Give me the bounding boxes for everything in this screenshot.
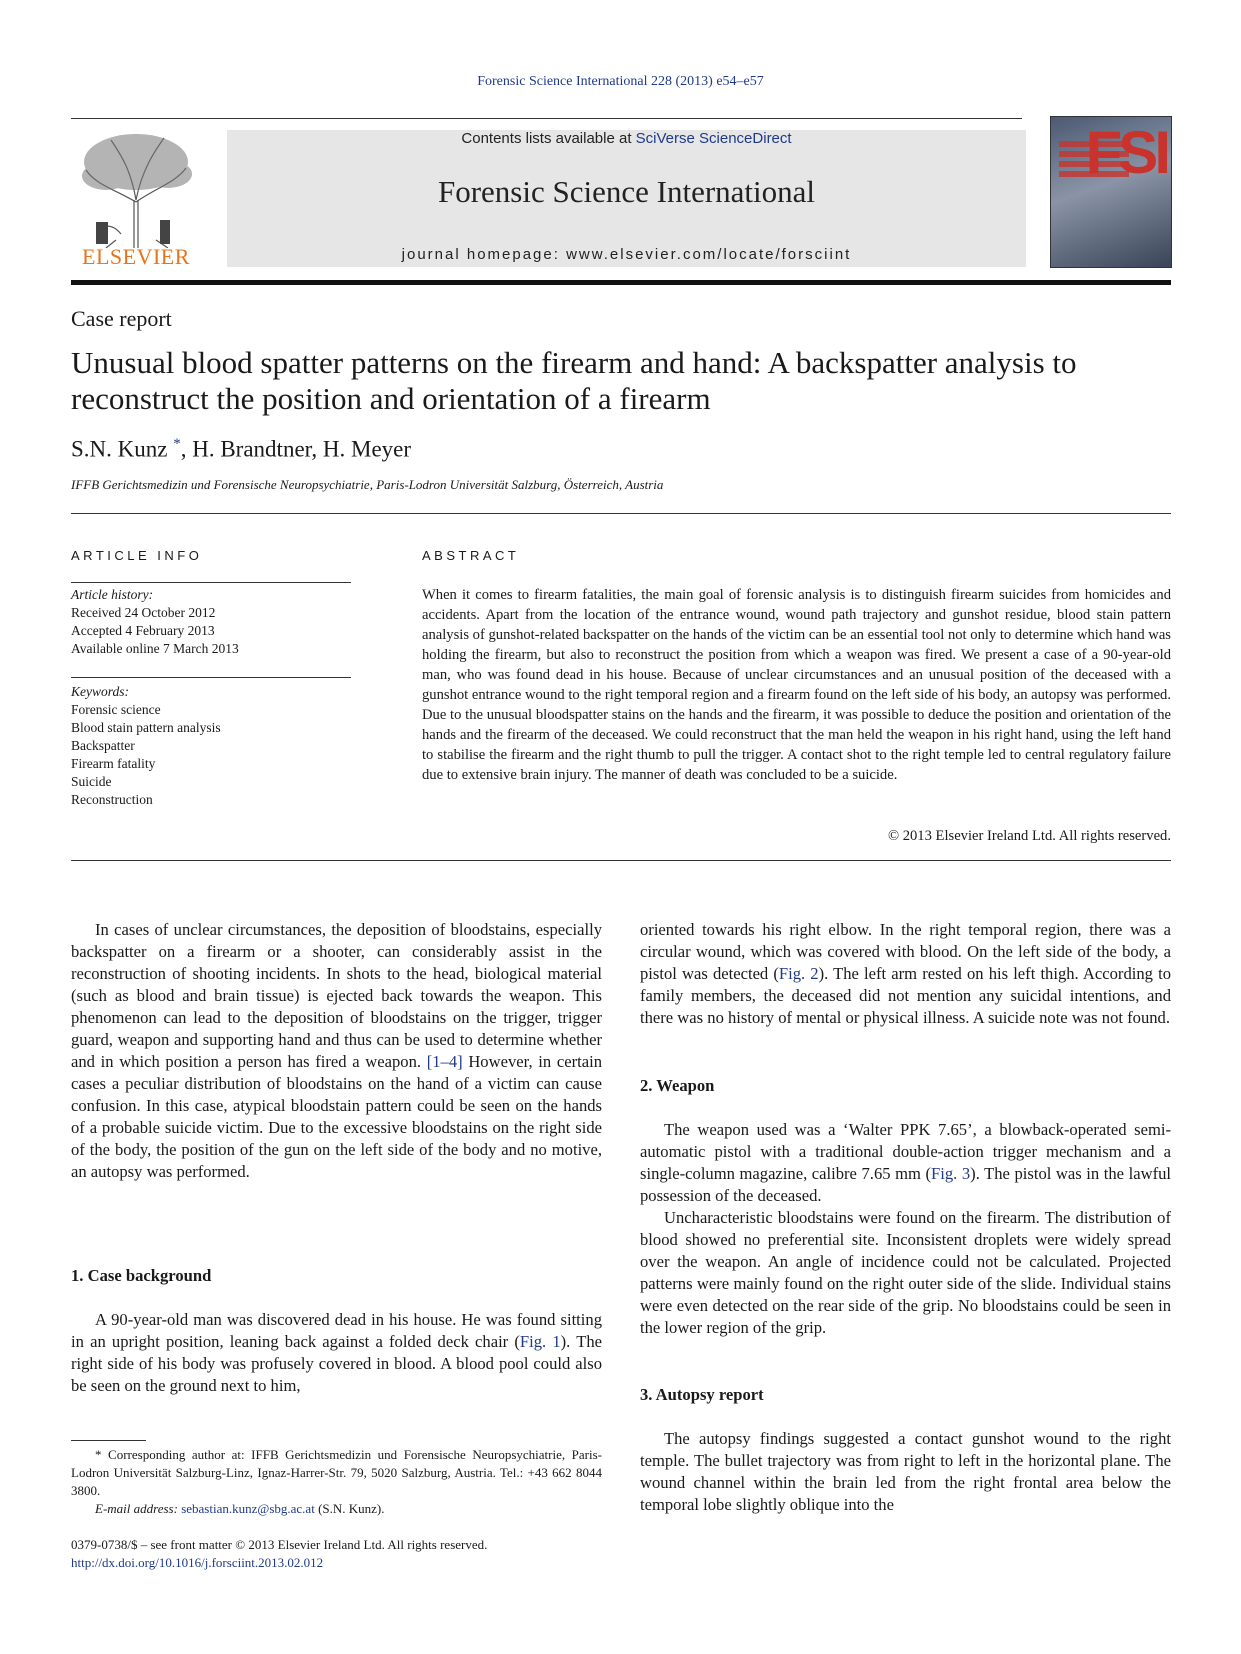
article-title: Unusual blood spatter patterns on the firearm and hand: A backspatter analysis to reconstruct the position and orientation of a firearm (71, 345, 1077, 416)
ref-1-4-link[interactable]: [1–4] (426, 1052, 463, 1071)
author-kunz: S.N. Kunz (71, 436, 168, 462)
front-matter (71, 1536, 487, 1572)
section-3-text (640, 1428, 1171, 1516)
article-history (71, 586, 239, 658)
keywords-label: Keywords: (71, 684, 129, 699)
fig-2-link[interactable]: Fig. 2 (778, 964, 819, 983)
keyword: Suicide (71, 774, 112, 789)
keyword: Forensic science (71, 702, 161, 717)
elsevier-wordmark: ELSEVIER (82, 244, 190, 269)
history-online: Available online 7 March 2013 (71, 641, 239, 656)
intro-text-a: In cases of unclear circumstances, the deposition of bloodstains, especially backspatter on a firearm or a shooter, can considerably assist in the reconstruction of shooting incidents. In shots to the head, biological material (such as blood and brain tissue) is ejected back towards the weapon. This phenomenon can lead to the deposition of bloodstains on the trigger, trigger guard, weapon and supporting hand and thus can be used to determine whether and in which position a person has fired a weapon. (71, 920, 602, 1071)
corresponding-author-mark[interactable]: * (173, 436, 181, 452)
article-info-label: ARTICLE INFO (71, 548, 203, 563)
front-matter-text: 0379-0738/$ – see front matter © 2013 Elsevier Ireland Ltd. All rights reserved. (71, 1537, 488, 1552)
section-2-text (640, 1119, 1171, 1339)
info-rule-middle (71, 677, 351, 678)
title-rule (71, 513, 1171, 514)
other-authors: , H. Brandtner, H. Meyer (180, 436, 412, 462)
journal-banner (227, 130, 1026, 267)
case-background-continued (640, 919, 1171, 1029)
sciencedirect-link[interactable]: SciVerse ScienceDirect (635, 130, 792, 147)
article-type: Case report (71, 306, 172, 331)
contents-prefix: Contents lists available at (461, 130, 636, 147)
section-2-heading: 2. Weapon (640, 1076, 715, 1095)
section-3-heading: 3. Autopsy report (640, 1385, 764, 1404)
footnote-rule (71, 1440, 146, 1441)
elsevier-tree-icon (76, 130, 196, 248)
section-3-paragraph: The autopsy findings suggested a contact gunshot wound to the right temple. The bullet trajectory was from right to left in the horizontal plane. The wound channel within the brain led from the right frontal area below the temporal lobe slightly oblique into the (640, 1429, 1171, 1514)
section-1-text (71, 1309, 602, 1397)
keyword: Reconstruction (71, 792, 153, 807)
keyword: Backspatter (71, 738, 135, 753)
journal-cover-icon (1050, 116, 1172, 268)
corresponding-author-note: * Corresponding author at: IFFB Gerichtsmedizin und Forensische Neuropsychiatrie, Paris-Lodron Universität Salzburg-Linz, Ignaz-Harrer-Str. 79, 5020 Salzburg, Austria. Tel.: +43 662 8044 3800. (71, 1447, 602, 1498)
abstract-label: ABSTRACT (422, 548, 520, 563)
continued-paragraph (640, 919, 1171, 1029)
intro-paragraph (71, 919, 602, 1183)
abstract-copyright: © 2013 Elsevier Ireland Ltd. All rights reserved. (887, 828, 1171, 844)
fig-3-link[interactable]: Fig. 3 (931, 1164, 971, 1183)
keywords (71, 683, 221, 809)
journal-name: Forensic Science International (437, 174, 816, 209)
doi-link[interactable]: http://dx.doi.org/10.1016/j.forsciint.2013.02.012 (71, 1555, 324, 1570)
abstract-rule (71, 860, 1171, 861)
fig-1-link[interactable]: Fig. 1 (519, 1332, 561, 1351)
contents-line (227, 130, 1026, 147)
info-rule-top (71, 582, 351, 583)
elsevier-logo (71, 130, 201, 270)
history-received: Received 24 October 2012 (71, 605, 216, 620)
keyword: Blood stain pattern analysis (71, 720, 221, 735)
header-rule (71, 118, 1022, 119)
history-label: Article history: (71, 587, 154, 602)
sec1-text-a: A 90-year-old man was discovered dead in his house. He was found sitting in an upright position, leaning back against a folded deck chair ( (71, 1310, 602, 1351)
right-text-a: oriented towards his right elbow. In the right temporal region, there was a circular wound, which was covered with blood. On the left side of the body, a pistol was detected ( (640, 920, 1171, 983)
sec2-text-a: The weapon used was a ‘Walter PPK 7.65’, a blowback-operated semi-automatic pistol with a traditional double-action trigger mechanism and a single-column magazine, calibre 7.65 mm ( (640, 1120, 1171, 1183)
sec1-text-b: ). The right side of his body was profusely covered in blood. A blood pool could also be seen on the ground next to him, (71, 1332, 602, 1395)
introduction (71, 919, 602, 1183)
keyword: Firearm fatality (71, 756, 156, 771)
intro-text-b: However, in certain cases a peculiar distribution of bloodstains on the hand of a victim can cause confusion. In this case, atypical bloodstain pattern could be seen on the hands of a probable suicide victim. Due to the excessive bloodstains on the right side of the body, the position of the gun on the left side of the body and no motive, an autopsy was performed. (71, 1052, 602, 1181)
section-1-paragraph (71, 1309, 602, 1397)
section-1-heading: 1. Case background (71, 1266, 212, 1285)
footnote (71, 1446, 602, 1518)
affiliation: IFFB Gerichtsmedizin und Forensische Neuropsychiatrie, Paris-Lodron Universität Salzburg, Österreich, Austria (71, 477, 664, 492)
section-2-paragraph-2: Uncharacteristic bloodstains were found on the firearm. The distribution of blood showed no preferential site. Inconsistent droplets were widely spread over the weapon. An angle of incidence could not be calculated. Projected patterns were mainly found on the right outer side of the slide. Individual stains were even detected on the rear side of the grip. No bloodstains could be seen in the lower region of the grip. (640, 1208, 1171, 1337)
sec2-text-b: ). The pistol was in the lawful possession of the deceased. (640, 1164, 1172, 1205)
author-list (71, 436, 411, 463)
email-label: E-mail address: (95, 1501, 182, 1516)
header-thick-rule (71, 280, 1171, 285)
section-2-paragraph-1 (640, 1119, 1171, 1207)
right-text-b: ). The left arm rested on his left thigh. According to family members, the deceased did not mention any suicidal intentions, and there was no history of mental or physical illness. A suicide note was not found. (640, 964, 1171, 1027)
journal-reference[interactable]: Forensic Science International 228 (2013) e54–e57 (477, 74, 764, 89)
abstract-text: When it comes to firearm fatalities, the main goal of forensic analysis is to distinguish firearm suicides from homicides and accidents. Apart from the location of the entrance wound, wound path trajectory and gunshot residue, blood stain pattern analysis of gunshot-related backspatter on the hands of the victim can be an essential tool not only to determine which hand was holding the firearm, but also to reconstruct the position from which a weapon was fired. We present a case of a 90-year-old man, who was found dead in his house. Because of unclear circumstances and an unusual position of the deceased with a gunshot entrance wound to the right temporal region and a firearm found on the left side of his body, an autopsy was performed. Due to the unusual bloodspatter stains on the hands and the firearm, it was possible to deduce the position and orientation of the hands and the firearm of the deceased. We could reconstruct that the man held the weapon in his right hand, using the left hand to stabilise the firearm and the right thumb to pull the trigger. A contact shot to the right temple led to central regulatory failure due to extensive brain injury. The manner of death was concluded to be a suicide. (422, 587, 1171, 783)
email-line (71, 1500, 602, 1518)
history-accepted: Accepted 4 February 2013 (71, 623, 215, 638)
email-suffix: (S.N. Kunz). (314, 1501, 385, 1516)
email-link[interactable]: sebastian.kunz@sbg.ac.at (181, 1501, 315, 1516)
cover-mark: FSI (1085, 119, 1167, 186)
journal-homepage-link[interactable]: journal homepage: www.elsevier.com/locate/forsciint (401, 246, 852, 263)
